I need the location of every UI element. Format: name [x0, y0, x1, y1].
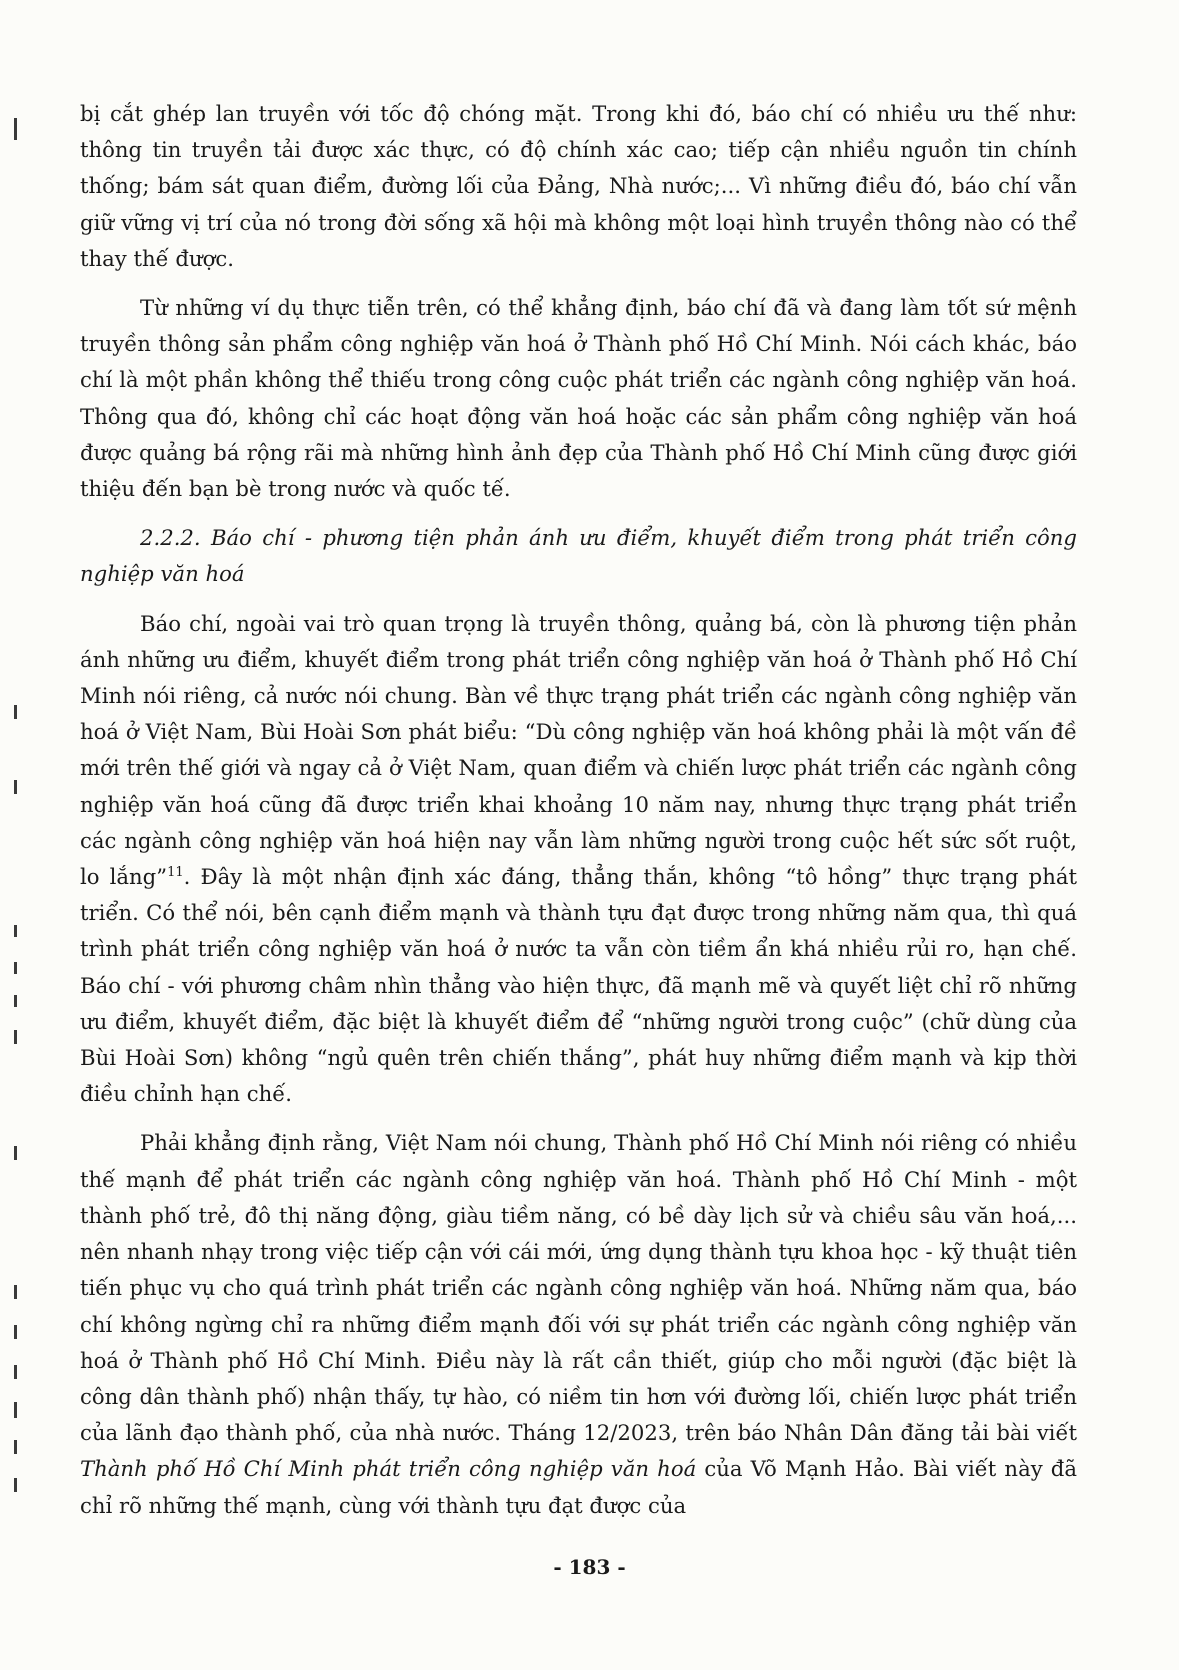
- margin-mark: [14, 1285, 17, 1299]
- paragraph-media-reflection: [80, 606, 1077, 1113]
- paragraph-media-mission: Từ những ví dụ thực tiễn trên, có thể khẳng định, báo chí đã và đang làm tốt sứ mệnh truyền thông sản phẩm công nghiệp văn hoá ở Thành phố Hồ Chí Minh. Nói cách khác, báo chí là một phần không thể thiếu trong công cuộc phát triển các ngành công nghiệp văn hoá. Thông qua đó, không chỉ các hoạt động văn hoá hoặc các sản phẩm công nghiệp văn hoá được quảng bá rộng rãi mà những hình ảnh đẹp của Thành phố Hồ Chí Minh cũng được giới thiệu đến bạn bè trong nước và quốc tế.: [80, 295, 1077, 502]
- margin-mark: [14, 1365, 17, 1379]
- page-number: - 183 -: [553, 1555, 626, 1579]
- margin-mark: [14, 1146, 17, 1160]
- margin-mark: [14, 118, 17, 140]
- footnote-reference: 11: [167, 865, 184, 880]
- paragraph-text: Báo chí, ngoài vai trò quan trọng là truyền thông, quảng bá, còn là phương tiện phản ánh những ưu điểm, khuyết điểm trong phát triển công nghiệp văn hoá ở Thành phố Hồ Chí Minh nói riêng, cả nước nói chung. Bàn về thực trạng phát triển các ngành công nghiệp văn hoá ở Việt Nam, Bùi Hoài Sơn phát biểu: “Dù công nghiệp văn hoá không phải là một vấn đề mới trên thế giới và ngay cả ở Việt Nam, quan điểm và chiến lược phát triển các ngành công nghiệp văn hoá cũng đã được triển khai khoảng 10 năm nay, nhưng thực trạng phát triển các ngành công nghiệp văn hoá hiện nay vẫn làm những người trong cuộc hết sức sốt ruột, lo lắng”: [80, 610, 1077, 890]
- margin-mark: [14, 962, 17, 974]
- paragraph-city-strengths: [80, 1125, 1077, 1523]
- margin-mark: [14, 780, 17, 794]
- paragraph-continued: bị cắt ghép lan truyền với tốc độ chóng mặt. Trong khi đó, báo chí có nhiều ưu thế như: thông tin truyền tải được xác thực, có độ chính xác cao; tiếp cận nhiều nguồn tin chính thống; bám sát quan điểm, đường lối của Đảng, Nhà nước;... Vì những điều đó, báo chí vẫn giữ vững vị trí của nó trong đời sống xã hội mà không một loại hình truyền thông nào có thể thay thế được.: [80, 101, 1077, 271]
- binding-margin-marks: [14, 0, 26, 1670]
- article-title: Thành phố Hồ Chí Minh phát triển công nghiệp văn hoá: [80, 1456, 697, 1482]
- margin-mark: [14, 1440, 17, 1454]
- margin-mark: [14, 1478, 17, 1492]
- margin-mark: [14, 1030, 17, 1044]
- margin-mark: [14, 1402, 17, 1418]
- paragraph-text: của Võ Mạnh Hảo. Bài viết này đã chỉ rõ những thế mạnh, cùng với thành tựu đạt được của: [80, 1456, 1077, 1518]
- section-heading-2-2-2: 2.2.2. Báo chí - phương tiện phản ánh ưu điểm, khuyết điểm trong phát triển công nghiệp văn hoá: [80, 525, 1077, 587]
- margin-mark: [14, 705, 17, 719]
- paragraph-text: Phải khẳng định rằng, Việt Nam nói chung, Thành phố Hồ Chí Minh nói riêng có nhiều thế mạnh để phát triển các ngành công nghiệp văn hoá. Thành phố Hồ Chí Minh - một thành phố trẻ, đô thị năng động, giàu tiềm năng, có bề dày lịch sử và chiều sâu văn hoá,... nên nhanh nhạy trong việc tiếp cận với cái mới, ứng dụng thành tựu khoa học - kỹ thuật tiên tiến phục vụ cho quá trình phát triển các ngành công nghiệp văn hoá. Những năm qua, báo chí không ngừng chỉ ra những điểm mạnh đối với sự phát triển các ngành công nghiệp văn hoá ở Thành phố Hồ Chí Minh. Điều này là rất cần thiết, giúp cho mỗi người (đặc biệt là công dân thành phố) nhận thấy, tự hào, có niềm tin hơn với đường lối, chiến lược phát triển của lãnh đạo thành phố, của nhà nước. Tháng 12/2023, trên báo Nhân Dân đăng tải bài viết: [80, 1130, 1077, 1446]
- margin-mark: [14, 925, 17, 937]
- margin-mark: [14, 1325, 17, 1339]
- paragraph-text: . Đây là một nhận định xác đáng, thẳng thắn, không “tô hồng” thực trạng phát triển. Có thể nói, bên cạnh điểm mạnh và thành tựu đạt được trong những năm qua, thì quá trình phát triển công nghiệp văn hoá ở nước ta vẫn còn tiềm ẩn khá nhiều rủi ro, hạn chế. Báo chí - với phương châm nhìn thẳng vào hiện thực, đã mạnh mẽ và quyết liệt chỉ rõ những ưu điểm, khuyết điểm, đặc biệt là khuyết điểm để “những người trong cuộc” (chữ dùng của Bùi Hoài Sơn) không “ngủ quên trên chiến thắng”, phát huy những điểm mạnh và kịp thời điều chỉnh hạn chế.: [80, 864, 1078, 1107]
- margin-mark: [14, 995, 17, 1007]
- body-text: [80, 96, 1077, 1524]
